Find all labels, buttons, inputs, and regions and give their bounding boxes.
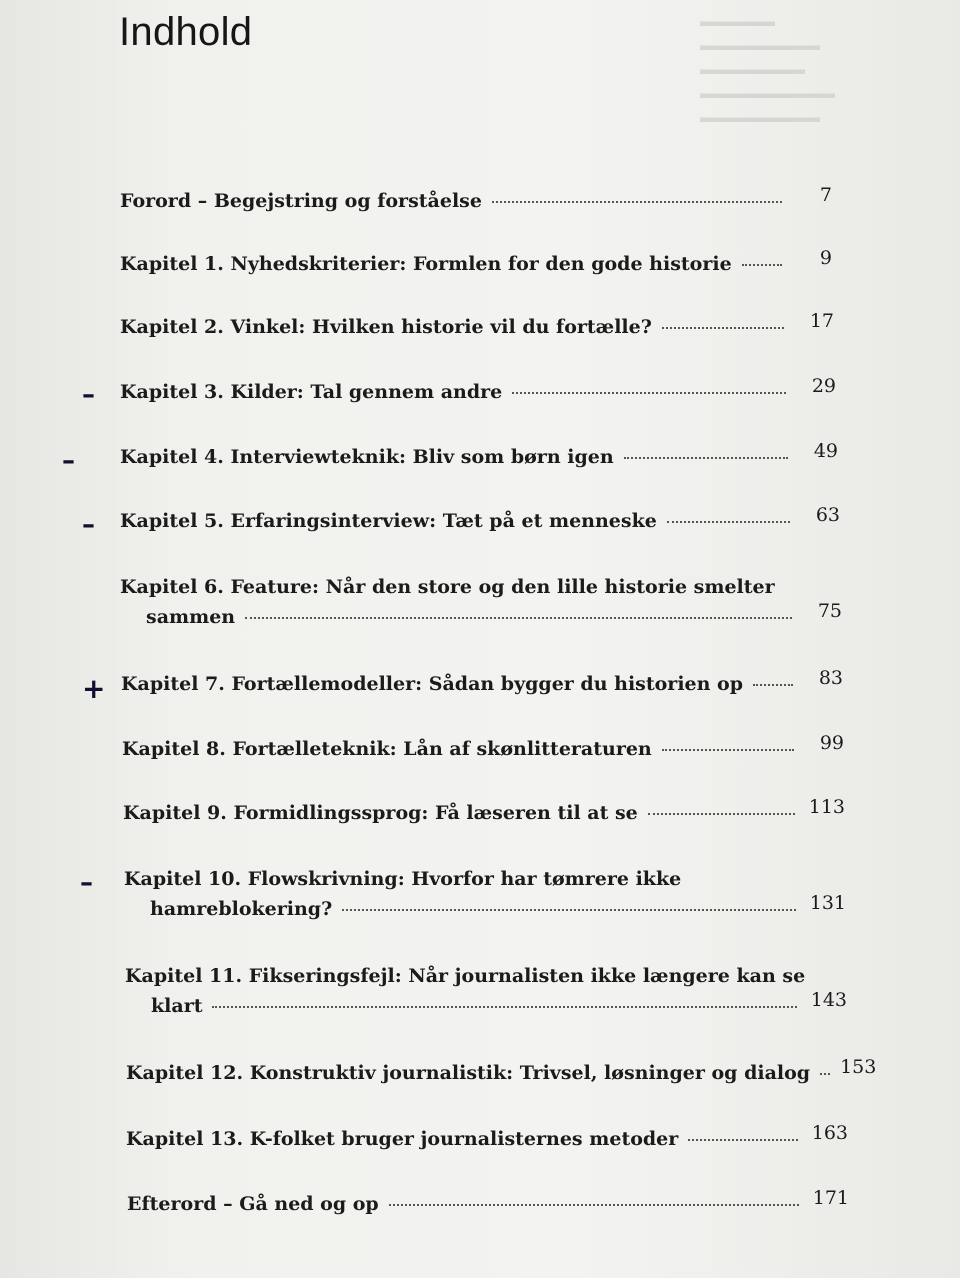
entry-title: Kapitel 12. Konstruktiv journalistik: Trivsel, løsninger og dialog [126, 1062, 811, 1084]
entry-title: Kapitel 4. Interviewteknik: Bliv som børn igen [120, 446, 614, 468]
page-number: 171 [812, 1187, 849, 1209]
dot-leader [245, 617, 792, 619]
dot-leader [820, 1073, 830, 1075]
entry-title-continuation: hamreblokering? [150, 898, 333, 920]
dot-leader [753, 684, 793, 686]
toc-entry [120, 310, 834, 338]
dot-leader [667, 521, 790, 523]
entry-title: Kapitel 8. Fortælleteknik: Lån af skønlitteraturen [122, 738, 652, 760]
dot-leader [389, 1204, 799, 1206]
handwritten-plus-mark: + [82, 672, 106, 705]
dot-leader [624, 457, 788, 459]
entry-title: Kapitel 2. Vinkel: Hvilken historie vil du fortælle? [120, 316, 652, 338]
page-number: 63 [815, 504, 840, 526]
entry-title: Kapitel 1. Nyhedskriterier: Formlen for den gode historie [120, 253, 732, 275]
page-number: 17 [809, 310, 834, 332]
handwritten-minus-mark: – [82, 380, 95, 410]
entry-title-continuation: klart [151, 995, 203, 1017]
page-number: 113 [808, 796, 845, 818]
entry-title: Kapitel 9. Formidlingssprog: Få læseren til at se [123, 802, 638, 824]
page-number: 99 [819, 732, 844, 754]
toc-entry [120, 576, 842, 628]
toc-entry [120, 184, 832, 212]
dot-leader [212, 1006, 797, 1008]
toc-entry [122, 732, 844, 760]
show-through-text: ▬▬▬▬▬ ▬▬▬▬▬▬▬▬ ▬▬▬▬▬▬▬ ▬▬▬▬▬▬▬▬▬ ▬▬▬▬▬▬▬▬ [700, 14, 835, 126]
dot-leader [648, 813, 795, 815]
entry-title-continuation: sammen [146, 606, 236, 628]
entry-title: Forord – Begejstring og forståelse [120, 190, 482, 212]
entry-title: Kapitel 13. K-folket bruger journalisternes metoder [126, 1128, 679, 1150]
dot-leader [662, 327, 784, 329]
entry-title: Kapitel 5. Erfaringsinterview: Tæt på et menneske [120, 510, 657, 532]
toc-entry [124, 868, 846, 920]
entry-title: Kapitel 3. Kilder: Tal gennem andre [120, 381, 503, 403]
dot-leader [512, 392, 786, 394]
entry-title: Kapitel 7. Fortællemodeller: Sådan bygger du historien op [121, 673, 744, 695]
page-number: 163 [811, 1122, 848, 1144]
toc-entry [120, 375, 836, 403]
toc-entry [127, 1187, 849, 1215]
toc-entry [120, 440, 838, 468]
page-number: 49 [813, 440, 838, 462]
page-title: Indhold [119, 10, 253, 54]
dot-leader [742, 264, 782, 266]
page-number: 131 [809, 892, 846, 914]
toc-entry [120, 504, 840, 532]
handwritten-minus-mark: – [80, 868, 93, 898]
dot-leader [662, 749, 794, 751]
toc-entry [120, 247, 832, 275]
toc-entry [126, 1056, 877, 1084]
page-number: 75 [817, 600, 842, 622]
dot-leader [342, 909, 796, 911]
toc-entry [125, 965, 847, 1017]
entry-title: Kapitel 6. Feature: Når den store og den lille historie smelter [120, 576, 775, 598]
page-number: 83 [818, 667, 843, 689]
dot-leader [688, 1139, 798, 1141]
toc-entry [121, 667, 843, 695]
toc-entry [126, 1122, 848, 1150]
entry-title: Kapitel 11. Fikseringsfejl: Når journalisten ikke længere kan se [125, 965, 806, 987]
handwritten-minus-mark: – [62, 446, 75, 476]
handwritten-minus-mark: – [82, 510, 95, 540]
entry-title: Efterord – Gå ned og op [127, 1193, 379, 1215]
page-number: 9 [819, 247, 832, 269]
page-number: 29 [811, 375, 836, 397]
dot-leader [492, 201, 782, 203]
page-number: 7 [819, 184, 832, 206]
entry-title: Kapitel 10. Flowskrivning: Hvorfor har tømrere ikke [124, 868, 682, 890]
page-number: 153 [840, 1056, 877, 1078]
toc-entry [123, 796, 845, 824]
page-number: 143 [810, 989, 847, 1011]
